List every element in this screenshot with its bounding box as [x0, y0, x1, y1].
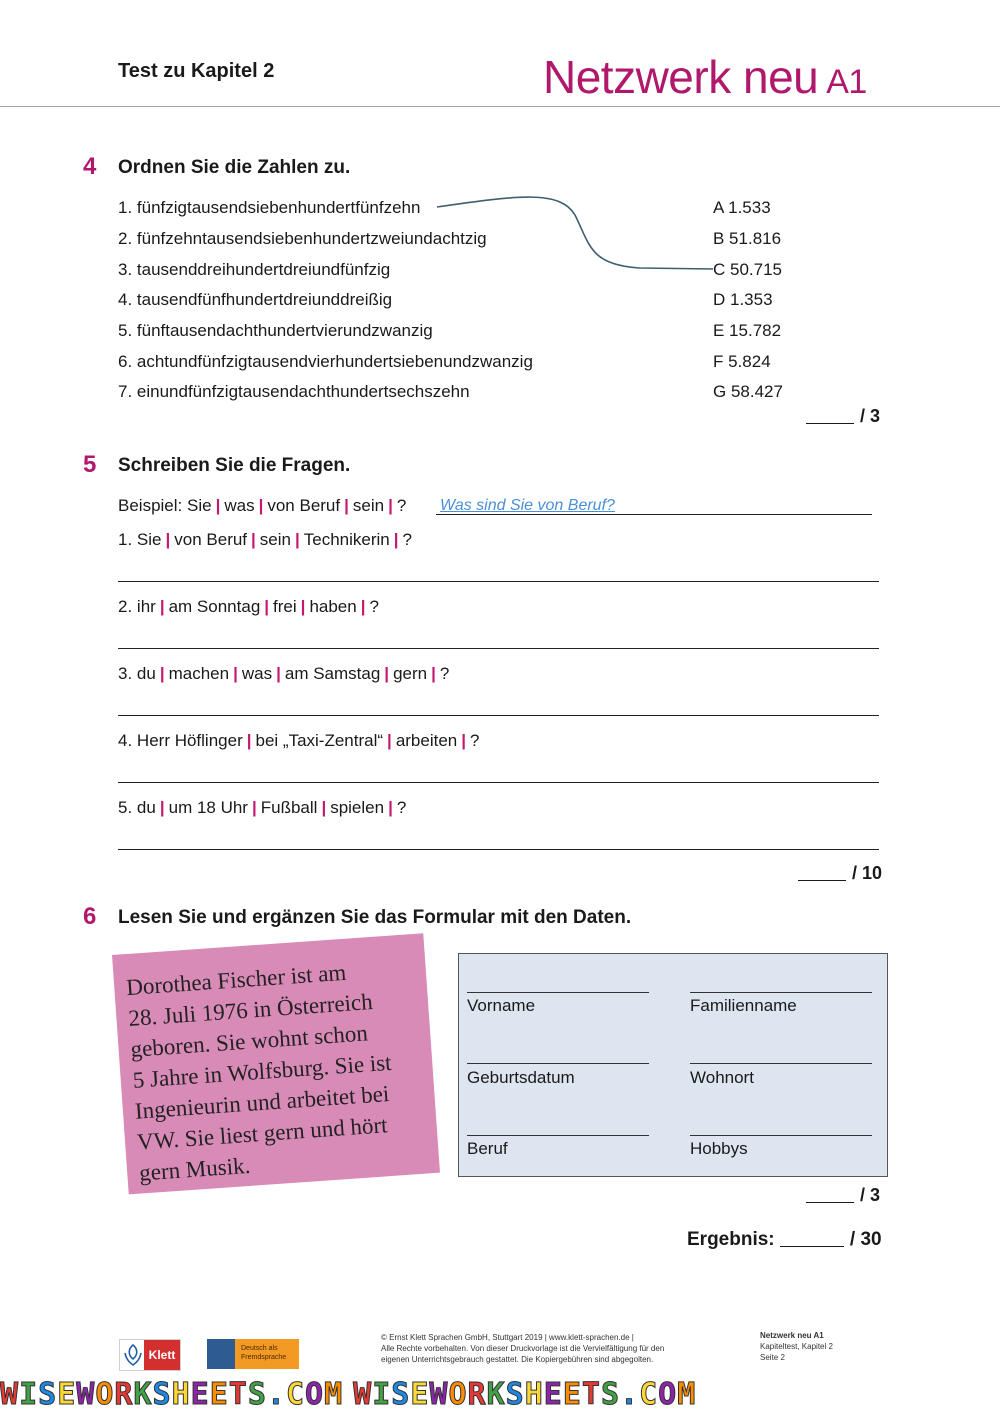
daf-logo	[207, 1339, 299, 1369]
word-part: du	[136, 664, 156, 683]
watermark-letter: O	[305, 1377, 325, 1412]
note-line: geboren. Sie wohnt schon	[129, 1020, 369, 1062]
example-label: Beispiel:	[118, 496, 183, 515]
result-score	[687, 1229, 882, 1251]
watermark-letter: E	[209, 1377, 229, 1412]
number-option[interactable]: G 58.427	[713, 382, 783, 401]
match-connector-line[interactable]	[0, 0, 1000, 300]
profession-label: Beruf	[467, 1139, 508, 1158]
question-number: 3.	[118, 664, 133, 683]
watermark-letter: E	[57, 1377, 77, 1412]
brand-name: Netzwerk neu	[543, 51, 819, 103]
word-part: ?	[396, 798, 407, 817]
number-option[interactable]: F 5.824	[713, 352, 771, 371]
number-option[interactable]: B 51.816	[713, 229, 782, 248]
note-line: 28. Juli 1976 in Österreich	[127, 988, 374, 1031]
result-total: / 30	[849, 1229, 882, 1250]
word-part: von Beruf	[174, 530, 248, 549]
watermark-letter: I	[19, 1377, 39, 1412]
word-part: ?	[439, 664, 450, 683]
answer-line-5[interactable]	[118, 849, 879, 850]
profession-field[interactable]	[467, 1135, 649, 1136]
word-part: frei	[273, 597, 297, 616]
word-part: sein	[352, 496, 385, 515]
number-option[interactable]: D 1.353	[713, 290, 773, 309]
note-line: gern Musik.	[138, 1152, 252, 1186]
question-number: 1.	[118, 530, 133, 549]
answer-line-3[interactable]	[118, 715, 879, 716]
watermark-letter: O	[95, 1377, 115, 1412]
book-title: Netzwerk neu A1	[760, 1331, 824, 1340]
section-6-score	[806, 1185, 880, 1206]
watermark-letter: .	[266, 1377, 286, 1412]
watermark-text	[0, 1377, 343, 1412]
birthdate-field[interactable]	[467, 1063, 649, 1064]
watermark-letter: T	[228, 1377, 248, 1412]
word-part: am Samstag	[284, 664, 381, 683]
separator: |	[165, 530, 171, 549]
separator: |	[388, 798, 393, 817]
residence-label: Wohnort	[690, 1068, 754, 1087]
question-prompt-4	[118, 731, 479, 751]
klett-wordmark: Klett	[144, 1340, 180, 1370]
section-6-title: Lesen Sie und ergänzen Sie das Formular mit den Daten.	[118, 907, 632, 928]
page-header-title: Test zu Kapitel 2	[118, 60, 275, 82]
watermark-letter: W	[76, 1377, 96, 1412]
score-total: / 10	[852, 863, 883, 883]
watermark-letter: R	[114, 1377, 134, 1412]
copyright-line: © Ernst Klett Sprachen GmbH, Stuttgart 2019 | www.klett-sprachen.de |	[381, 1333, 634, 1342]
section-4-number: 4	[83, 153, 97, 180]
book-info	[760, 1330, 833, 1363]
watermark-letter: S	[152, 1377, 172, 1412]
word-part: du	[136, 798, 156, 817]
watermark-letter: H	[171, 1377, 191, 1412]
info-note-card	[112, 933, 440, 1194]
word-part: ihr	[136, 597, 156, 616]
word-part: spielen	[330, 798, 385, 817]
number-word-item: 7. einundfünfzigtausendachthundertsechszehn	[118, 382, 470, 401]
note-line: Dorothea Fischer ist am	[125, 959, 348, 1001]
number-word-item: 4. tausendfünfhundertdreiunddreißig	[118, 290, 393, 309]
watermark-letter: E	[543, 1377, 563, 1412]
watermark-letter: C	[285, 1377, 305, 1412]
book-chapter: Kapiteltest, Kapitel 2	[760, 1342, 833, 1351]
number-word-item: 2. fünfzehntausendsiebenhundertzweiundachtzig	[118, 229, 487, 248]
watermark-letter: W	[353, 1377, 373, 1412]
score-total: / 3	[860, 1185, 881, 1205]
word-part: was	[224, 496, 255, 515]
watermark-letter: O	[658, 1377, 678, 1412]
question-prompt-1	[118, 530, 412, 550]
watermark-letter: W	[0, 1377, 20, 1412]
watermark-letter: S	[38, 1377, 58, 1412]
question-number: 2.	[118, 597, 133, 616]
section-5-number: 5	[83, 451, 97, 478]
daf-logo-line: Fremdsprache	[241, 1354, 287, 1361]
example-answer-line	[436, 514, 872, 515]
watermark-letter: T	[581, 1377, 601, 1412]
separator: |	[387, 731, 392, 750]
copyright-line: eigenen Unterrichtsgebrauch gestattet. Die Kopiergebühren sind abgegolten.	[381, 1355, 654, 1364]
copyright-line: Alle Rechte vorbehalten. Von dieser Druckvorlage ist die Vervielfältigung für den	[381, 1344, 665, 1353]
separator: |	[393, 530, 399, 549]
separator: |	[246, 731, 252, 750]
word-part: Fußball	[260, 798, 318, 817]
word-part: sein	[259, 530, 291, 549]
separator: |	[384, 664, 390, 683]
score-total: / 3	[860, 406, 881, 426]
question-prompt-5	[118, 798, 406, 818]
number-word-item: 5. fünftausendachthundertvierundzwanzig	[118, 321, 433, 340]
watermark-text	[353, 1377, 696, 1412]
number-word-item: 3. tausenddreihundertdreiundfünfzig	[118, 260, 391, 279]
personal-data-form	[458, 953, 888, 1177]
word-part: Technikerin	[303, 530, 390, 549]
answer-line-4[interactable]	[118, 782, 879, 783]
note-line: Ingenieurin und arbeitet bei	[134, 1081, 391, 1124]
word-part: Sie	[136, 530, 162, 549]
separator: |	[321, 798, 327, 817]
klett-flower-icon	[122, 1341, 144, 1369]
watermark-letter: S	[505, 1377, 525, 1412]
question-number: 4.	[118, 731, 133, 750]
watermark-letter: K	[486, 1377, 506, 1412]
watermark-letter: I	[372, 1377, 392, 1412]
word-part: um 18 Uhr	[168, 798, 248, 817]
separator: |	[159, 597, 165, 616]
word-part: am Sonntag	[168, 597, 261, 616]
number-option[interactable]: C 50.715	[713, 260, 782, 279]
word-part: gern	[393, 664, 428, 683]
section-4-score	[806, 406, 880, 427]
brand-level: A1	[826, 63, 867, 101]
watermark-letter: S	[391, 1377, 411, 1412]
watermark-letter: R	[467, 1377, 487, 1412]
watermark-letter: M	[677, 1377, 697, 1412]
note-line: 5 Jahre in Wolfsburg. Sie ist	[131, 1049, 393, 1093]
separator: |	[431, 664, 436, 683]
section-6-number: 6	[83, 903, 97, 930]
word-part: von Beruf	[267, 496, 341, 515]
word-part: bei „Taxi-Zentral“	[255, 731, 384, 750]
number-word-item: 1. fünfzigtausendsiebenhundertfünfzehn	[118, 198, 421, 217]
word-part: arbeiten	[395, 731, 458, 750]
note-line: VW. Sie liest gern und hört	[136, 1112, 389, 1155]
hobbies-label: Hobbys	[690, 1139, 748, 1158]
question-prompt-3	[118, 664, 449, 684]
word-part: ?	[369, 597, 379, 616]
watermark-letter: .	[620, 1377, 640, 1412]
watermark-letter: W	[429, 1377, 449, 1412]
watermark-letter: O	[448, 1377, 468, 1412]
watermark-letter: E	[190, 1377, 210, 1412]
word-part: machen	[168, 664, 230, 683]
last-name-label: Familienname	[690, 996, 797, 1015]
separator: |	[233, 664, 238, 683]
answer-line-2[interactable]	[118, 648, 879, 649]
copyright-notice	[381, 1332, 664, 1365]
answer-line-1[interactable]	[118, 581, 879, 582]
watermark-letter: C	[639, 1377, 659, 1412]
number-word-item: 6. achtundfünfzigtausendvierhundertsiebenundzwanzig	[118, 352, 533, 371]
separator: |	[300, 597, 306, 616]
result-blank[interactable]	[780, 1246, 844, 1247]
separator: |	[294, 530, 300, 549]
score-blank[interactable]	[806, 1202, 854, 1203]
separator: |	[159, 664, 165, 683]
separator: |	[258, 496, 264, 515]
watermark-letter: M	[324, 1377, 344, 1412]
separator: |	[461, 731, 467, 750]
word-part: ?	[470, 731, 480, 750]
daf-logo-line: Deutsch als	[241, 1345, 278, 1352]
separator: |	[159, 798, 165, 817]
separator: |	[276, 664, 281, 683]
word-part: haben	[309, 597, 357, 616]
watermark-letter: S	[600, 1377, 620, 1412]
separator: |	[388, 496, 393, 515]
word-part: was	[241, 664, 273, 683]
separator: |	[344, 496, 349, 515]
question-prompt-2	[118, 597, 379, 617]
result-label: Ergebnis:	[687, 1229, 775, 1250]
separator: |	[251, 798, 257, 817]
page-number: Seite 2	[760, 1353, 785, 1362]
score-blank[interactable]	[806, 423, 854, 424]
score-blank[interactable]	[798, 880, 846, 881]
example-answer: Was sind Sie von Beruf?	[440, 497, 615, 514]
watermark-letter: H	[524, 1377, 544, 1412]
watermark-letter: S	[247, 1377, 267, 1412]
last-name-field[interactable]	[690, 992, 872, 993]
word-part: Sie	[187, 496, 212, 515]
first-name-label: Vorname	[467, 996, 536, 1015]
birthdate-label: Geburtsdatum	[467, 1068, 575, 1087]
number-option[interactable]: E 15.782	[713, 321, 782, 340]
watermark-letter: K	[133, 1377, 153, 1412]
watermark-letter: E	[410, 1377, 430, 1412]
separator: |	[264, 597, 270, 616]
question-number: 5.	[118, 798, 133, 817]
word-part: Herr Höflinger	[136, 731, 243, 750]
watermark-banner	[0, 1376, 1000, 1413]
first-name-field[interactable]	[467, 992, 649, 993]
word-part: ?	[396, 496, 407, 515]
section-5-title: Schreiben Sie die Fragen.	[118, 455, 351, 476]
number-option[interactable]: A 1.533	[713, 198, 771, 217]
example-prompt	[118, 496, 406, 516]
klett-logo	[119, 1339, 181, 1371]
residence-field[interactable]	[690, 1063, 872, 1064]
word-part: ?	[402, 530, 412, 549]
daf-logo-block	[207, 1339, 235, 1369]
watermark-letter: E	[562, 1377, 582, 1412]
hobbies-field[interactable]	[690, 1135, 872, 1136]
separator: |	[360, 597, 366, 616]
section-5-score	[798, 863, 882, 884]
separator: |	[251, 530, 256, 549]
section-4-title: Ordnen Sie die Zahlen zu.	[118, 157, 351, 178]
separator: |	[215, 496, 221, 515]
